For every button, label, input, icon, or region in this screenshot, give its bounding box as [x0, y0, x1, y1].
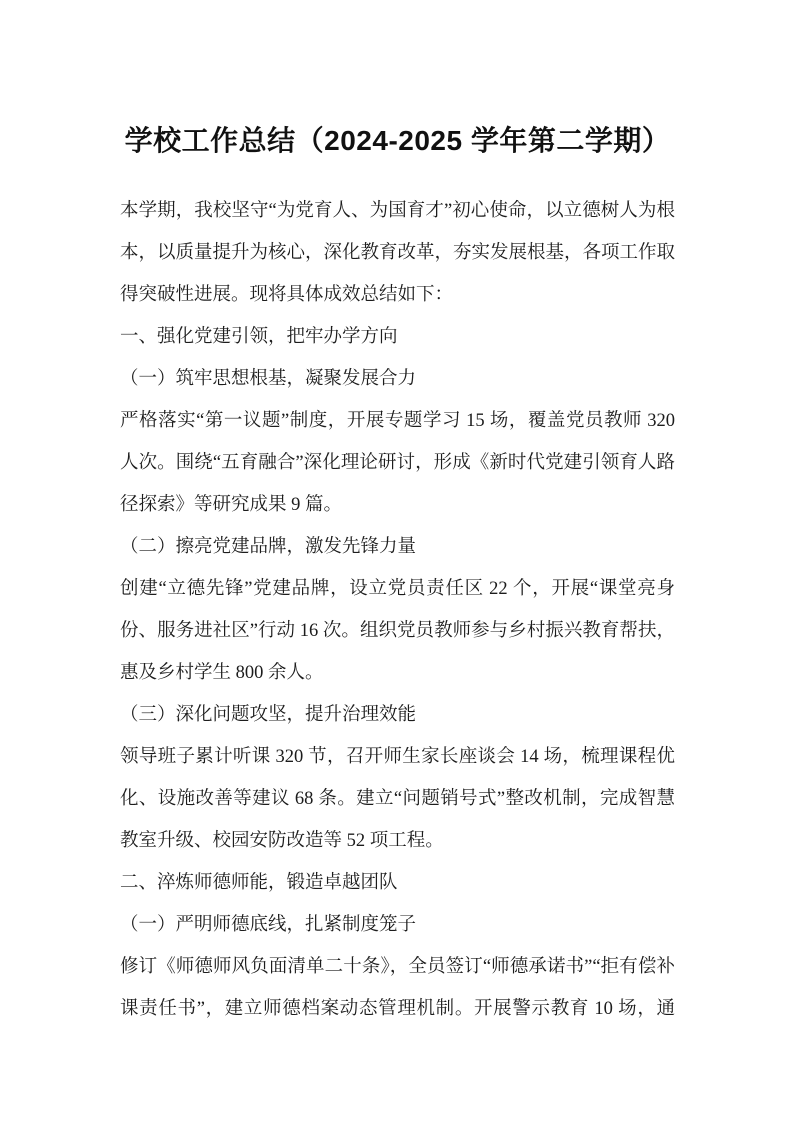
document-body — [120, 190, 675, 1030]
section-1-3-heading: （三）深化问题攻坚，提升治理效能 — [120, 705, 417, 725]
section-1-3-paragraph: 领导班子累计听课 320 节，召开师生家长座谈会 14 场，梳理课程优化、设施改善等建议 68 条。建立“问题销号式”整改机制，完成智慧教室升级、校园安防改造等 52 项工程。 — [120, 747, 675, 851]
section-1-1-paragraph: 严格落实“第一议题”制度，开展专题学习 15 场，覆盖党员教师 320 人次。围绕“五育融合”深化理论研讨，形成《新时代党建引领育人路径探索》等研究成果 9 篇。 — [120, 411, 675, 515]
intro-paragraph: 本学期，我校坚守“为党育人、为国育才”初心使命，以立德树人为根本，以质量提升为核心，深化教育改革，夯实发展根基，各项工作取得突破性进展。现将具体成效总结如下： — [120, 201, 676, 305]
section-2-heading: 二、淬炼师德师能，锻造卓越团队 — [120, 873, 398, 893]
section-1-1-heading: （一）筑牢思想根基，凝聚发展合力 — [120, 369, 417, 389]
section-1-2-heading: （二）擦亮党建品牌，激发先锋力量 — [120, 537, 417, 557]
section-2-1-paragraph-clipped: 修订《师德师风负面清单二十条》，全员签订“师德承诺书”“拒有偿补课责任书”，建立师德档案动态管理机制。开展警示教育 10 场，通 — [120, 957, 675, 1019]
section-2-1-heading: （一）严明师德底线，扎紧制度笼子 — [120, 915, 417, 935]
section-1-2-paragraph: 创建“立德先锋”党建品牌，设立党员责任区 22 个，开展“课堂亮身份、服务进社区”行动 16 次。组织党员教师参与乡村振兴教育帮扶，惠及乡村学生 800 余人。 — [120, 579, 675, 683]
section-1-heading: 一、强化党建引领，把牢办学方向 — [120, 327, 398, 347]
document-title: 学校工作总结（2024-2025 学年第二学期） — [124, 125, 671, 156]
